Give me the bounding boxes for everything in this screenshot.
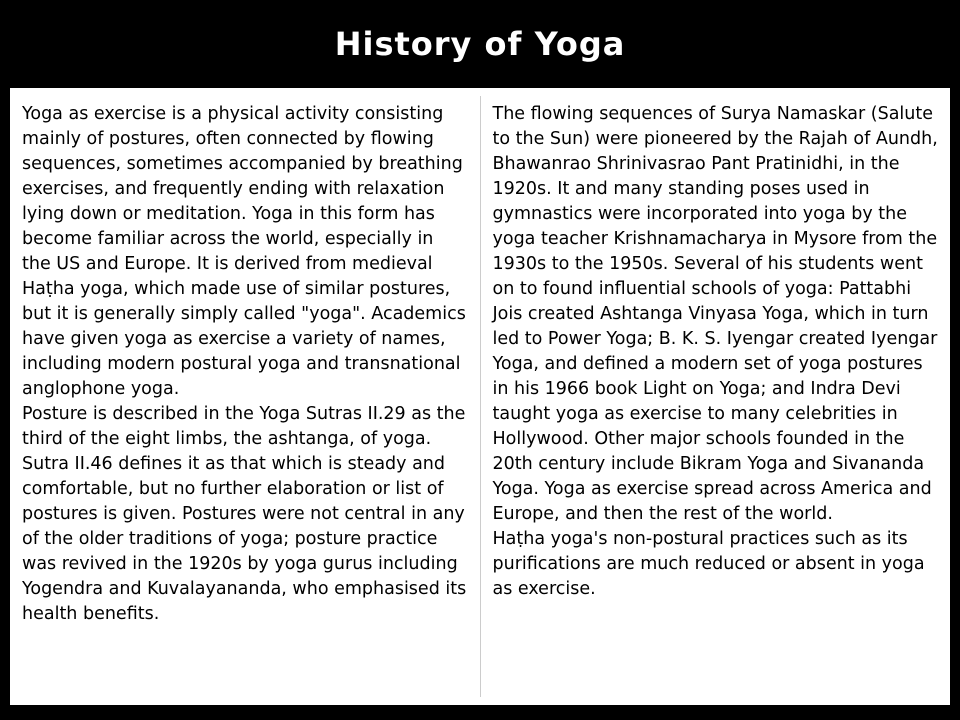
left-column bbox=[10, 96, 480, 697]
right-paragraph-2: Haṭha yoga's non-postural practices such as its purifications are much reduced or absent in yoga as exercise. bbox=[492, 529, 925, 599]
header-bar bbox=[0, 0, 960, 88]
left-paragraph-2: Posture is described in the Yoga Sutras II.29 as the third of the eight limbs, the ashtanga, of yoga. Sutra II.46 defines it as that which is steady and comfortable, but no further elaboration or list of postures is given. Postures were not central in any of the older traditions of yoga; posture practice was revived in the 1920s by yoga gurus including Yogendra and Kuvalayananda, who emphasised its health benefits. bbox=[22, 404, 467, 624]
content-area bbox=[10, 88, 950, 705]
left-paragraph-1: Yoga as exercise is a physical activity consisting mainly of postures, often connected by flowing sequences, sometimes accompanied by breathing exercises, and frequently ending with relaxation lying down or meditation. Yoga in this form has become familiar across the world, especially in the US and Europe. It is derived from medieval Haṭha yoga, which made use of similar postures, but it is generally simply called "yoga". Academics have given yoga as exercise a variety of names, including modern postural yoga and transnational anglophone yoga. bbox=[22, 104, 466, 399]
right-paragraph-1: The flowing sequences of Surya Namaskar (Salute to the Sun) were pioneered by the Rajah of Aundh, Bhawanrao Shrinivasrao Pant Pratinidhi, in the 1920s. It and many standing poses used in gymnastics were incorporated into yoga by the yoga teacher Krishnamacharya in Mysore from the 1930s to the 1950s. Several of his students went on to found influential schools of yoga: Pattabhi Jois created Ashtanga Vinyasa Yoga, which in turn led to Power Yoga; B. K. S. Iyengar created Iyengar Yoga, and defined a modern set of yoga postures in his 1966 book Light on Yoga; and Indra Devi taught yoga as exercise to many celebrities in Hollywood. Other major schools founded in the 20th century include Bikram Yoga and Sivananda Yoga. Yoga as exercise spread across America and Europe, and then the rest of the world. bbox=[492, 104, 938, 524]
body-frame bbox=[0, 88, 960, 720]
page-title: History of Yoga bbox=[334, 25, 626, 63]
right-column bbox=[480, 96, 951, 697]
